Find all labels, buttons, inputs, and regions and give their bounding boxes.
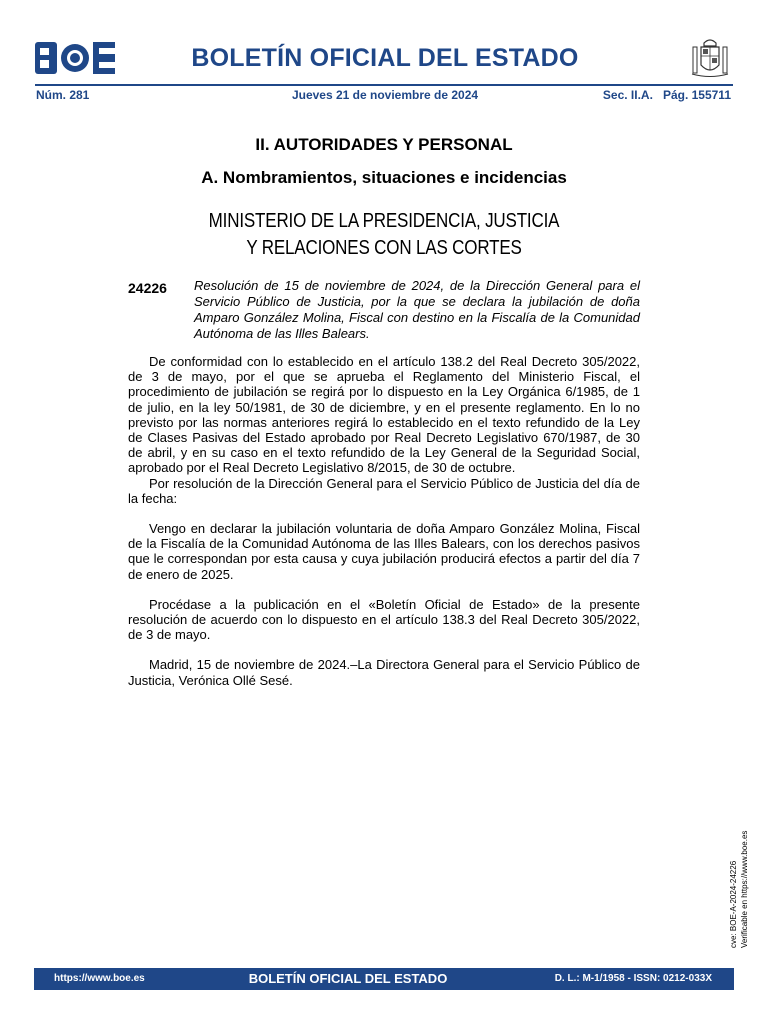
footer-legal: D. L.: M-1/1958 - ISSN: 0212-033X — [554, 973, 712, 984]
verify-link[interactable]: Verificable en https://www.boe.es — [740, 830, 749, 948]
document-body — [128, 354, 640, 688]
verification-note — [728, 818, 750, 948]
footer-bar — [34, 968, 734, 990]
page-label: Pág. 155711 — [662, 88, 731, 102]
header-rule — [35, 84, 733, 86]
section-label: Sec. II.A. — [602, 88, 653, 102]
ministry-line-2: Y RELACIONES CON LAS CORTES — [246, 237, 522, 259]
header-title: BOLETÍN OFICIAL DEL ESTADO — [191, 44, 579, 72]
resolution-number: 24226 — [128, 280, 167, 296]
boe-logo-icon — [35, 42, 115, 74]
section-page — [603, 88, 731, 102]
paragraph: Vengo en declarar la jubilación voluntaria de doña Amparo González Molina, Fiscal de la Fiscalía de la Comunidad Autónoma de las Illes Balears, con los derechos pasivos que le correspondan por esta causa y cuya jubilación producirá efectos a partir del día 7 de enero de 2025. — [128, 521, 640, 582]
signature-paragraph: Madrid, 15 de noviembre de 2024.–La Directora General para el Servicio Público de Justicia, Verónica Ollé Sesé. — [128, 657, 640, 688]
issue-number: Núm. 281 — [36, 88, 90, 102]
coat-of-arms-icon — [690, 37, 730, 79]
section-heading: II. AUTORIDADES Y PERSONAL — [255, 135, 513, 154]
cve-code: cve: BOE-A-2024-24226 — [729, 860, 738, 948]
issue-date: Jueves 21 de noviembre de 2024 — [291, 88, 479, 102]
ministry-line-1: MINISTERIO DE LA PRESIDENCIA, JUSTICIA — [208, 210, 560, 232]
paragraph: De conformidad con lo establecido en el artículo 138.2 del Real Decreto 305/2022, de 3 de mayo, por el que se aprueba el Reglamento del Ministerio Fiscal, el procedimiento de jubilación se regirá por lo dispuesto en la Ley Orgánica 6/1985, de 1 de julio, en la ley 50/1981, de 30 de diciembre, y en el presente reglamento. En lo no previsto por las normas anteriores regirá lo establecido en el texto refundido de la Ley de Clases Pasivas del Estado aprobado por Real Decreto Legislativo 670/1987, de 30 de abril, y en su caso en el texto refundido de la Ley General de la Seguridad Social, aprobado por el Real Decreto Legislativo 8/2015, de 30 de octubre. — [128, 354, 640, 476]
footer-url-link[interactable]: https://www.boe.es — [54, 973, 145, 984]
subsection-heading: A. Nombramientos, situaciones e incidencias — [201, 168, 567, 187]
resolution-title: Resolución de 15 de noviembre de 2024, de la Dirección General para el Servicio Público de Justicia, por la que se declara la jubilación de doña Amparo González Molina, Fiscal con destino en la Fiscalía de la Comunidad Autónoma de las Illes Balears. — [194, 278, 640, 341]
footer-title: BOLETÍN OFICIAL DEL ESTADO — [248, 971, 448, 986]
paragraph: Por resolución de la Dirección General para el Servicio Público de Justicia del día de la fecha: — [128, 475, 640, 506]
paragraph: Procédase a la publicación en el «Boletín Oficial de Estado» de la presente resolución de acuerdo con lo dispuesto en el artículo 138.3 del Real Decreto 305/2022, de 3 de mayo. — [128, 596, 640, 643]
ministry-heading — [58, 208, 711, 262]
